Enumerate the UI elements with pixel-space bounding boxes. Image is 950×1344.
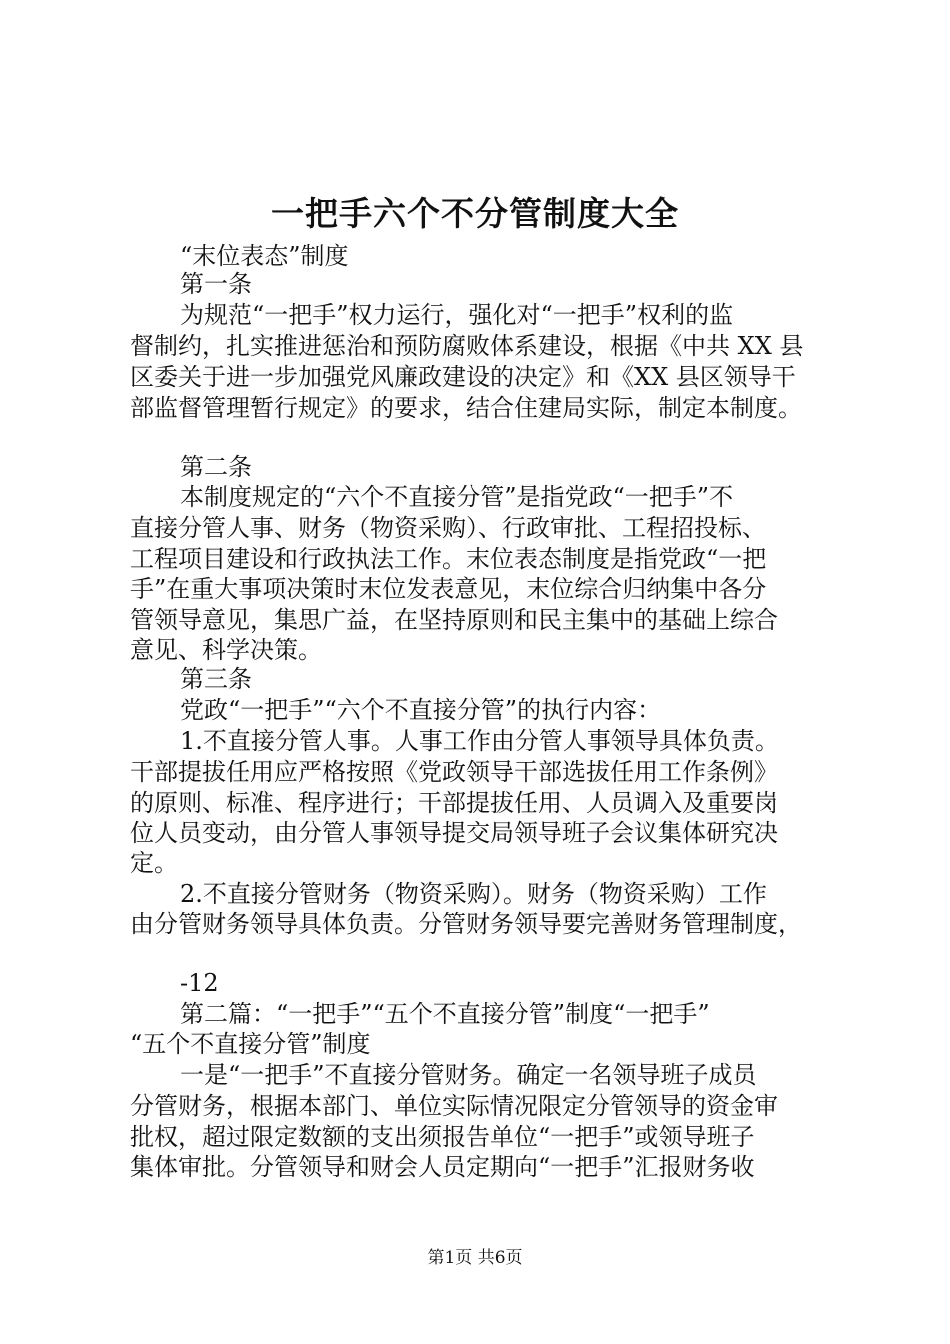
text-line: 1.不直接分管人事。人事工作由分管人事领导具体负责。 — [180, 727, 779, 755]
document-title: 一把手六个不分管制度大全 — [271, 194, 679, 233]
text-line: 由分管财务领导具体负责。分管财务领导要完善财务管理制度， — [130, 910, 802, 938]
text-line: 第一条 — [180, 270, 252, 298]
text-line: 位人员变动，由分管人事领导提交局领导班子会议集体研究决 — [130, 819, 778, 847]
text-line: 手”在重大事项决策时末位发表意见，末位综合归纳集中各分 — [130, 575, 767, 603]
page-footer: 第1页 共6页 — [427, 1248, 523, 1268]
text-line: 批权，超过限定数额的支出须报告单位“一把手”或领导班子 — [130, 1123, 755, 1151]
text-line: 2.不直接分管财务（物资采购）。财务（物资采购）工作 — [180, 880, 767, 908]
text-line: 本制度规定的“六个不直接分管”是指党政“一把手”不 — [180, 483, 734, 511]
text-line: 第二条 — [180, 453, 252, 481]
text-line: 意见、科学决策。 — [130, 636, 322, 664]
text-line: 一是“一把手”不直接分管财务。确定一名领导班子成员 — [180, 1061, 757, 1089]
text-line: 第三条 — [180, 665, 252, 693]
text-line: 管领导意见，集思广益，在坚持原则和民主集中的基础上综合 — [130, 606, 778, 634]
text-line: 区委关于进一步加强党风廉政建设的决定》和《XX 县区领导干 — [130, 363, 796, 391]
text-line: “末位表态”制度 — [180, 242, 349, 270]
text-line: 为规范“一把手”权力运行，强化对“一把手”权利的监 — [180, 301, 734, 329]
text-line: 督制约，扎实推进惩治和预防腐败体系建设，根据《中共 XX 县 — [130, 332, 804, 360]
text-line: 党政“一把手”“六个不直接分管”的执行内容： — [180, 696, 662, 724]
text-line: 的原则、标准、程序进行；干部提拔任用、人员调入及重要岗 — [130, 789, 778, 817]
text-line: 定。 — [130, 849, 178, 877]
text-line: 工程项目建设和行政执法工作。末位表态制度是指党政“一把 — [130, 545, 767, 573]
text-line: -12 — [180, 969, 219, 997]
text-line: 干部提拔任用应严格按照《党政领导干部选拔任用工作条例》 — [130, 758, 778, 786]
text-line: 直接分管人事、财务（物资采购）、行政审批、工程招投标、 — [130, 514, 766, 542]
text-line: 集体审批。分管领导和财会人员定期向“一把手”汇报财务收 — [130, 1153, 755, 1181]
text-line: 部监督管理暂行规定》的要求，结合住建局实际，制定本制度。 — [130, 394, 802, 422]
text-line: 分管财务，根据本部门、单位实际情况限定分管领导的资金审 — [130, 1092, 778, 1120]
text-line: “五个不直接分管”制度 — [130, 1030, 371, 1058]
text-line: 第二篇：“一把手”“五个不直接分管”制度“一把手” — [180, 1000, 710, 1028]
